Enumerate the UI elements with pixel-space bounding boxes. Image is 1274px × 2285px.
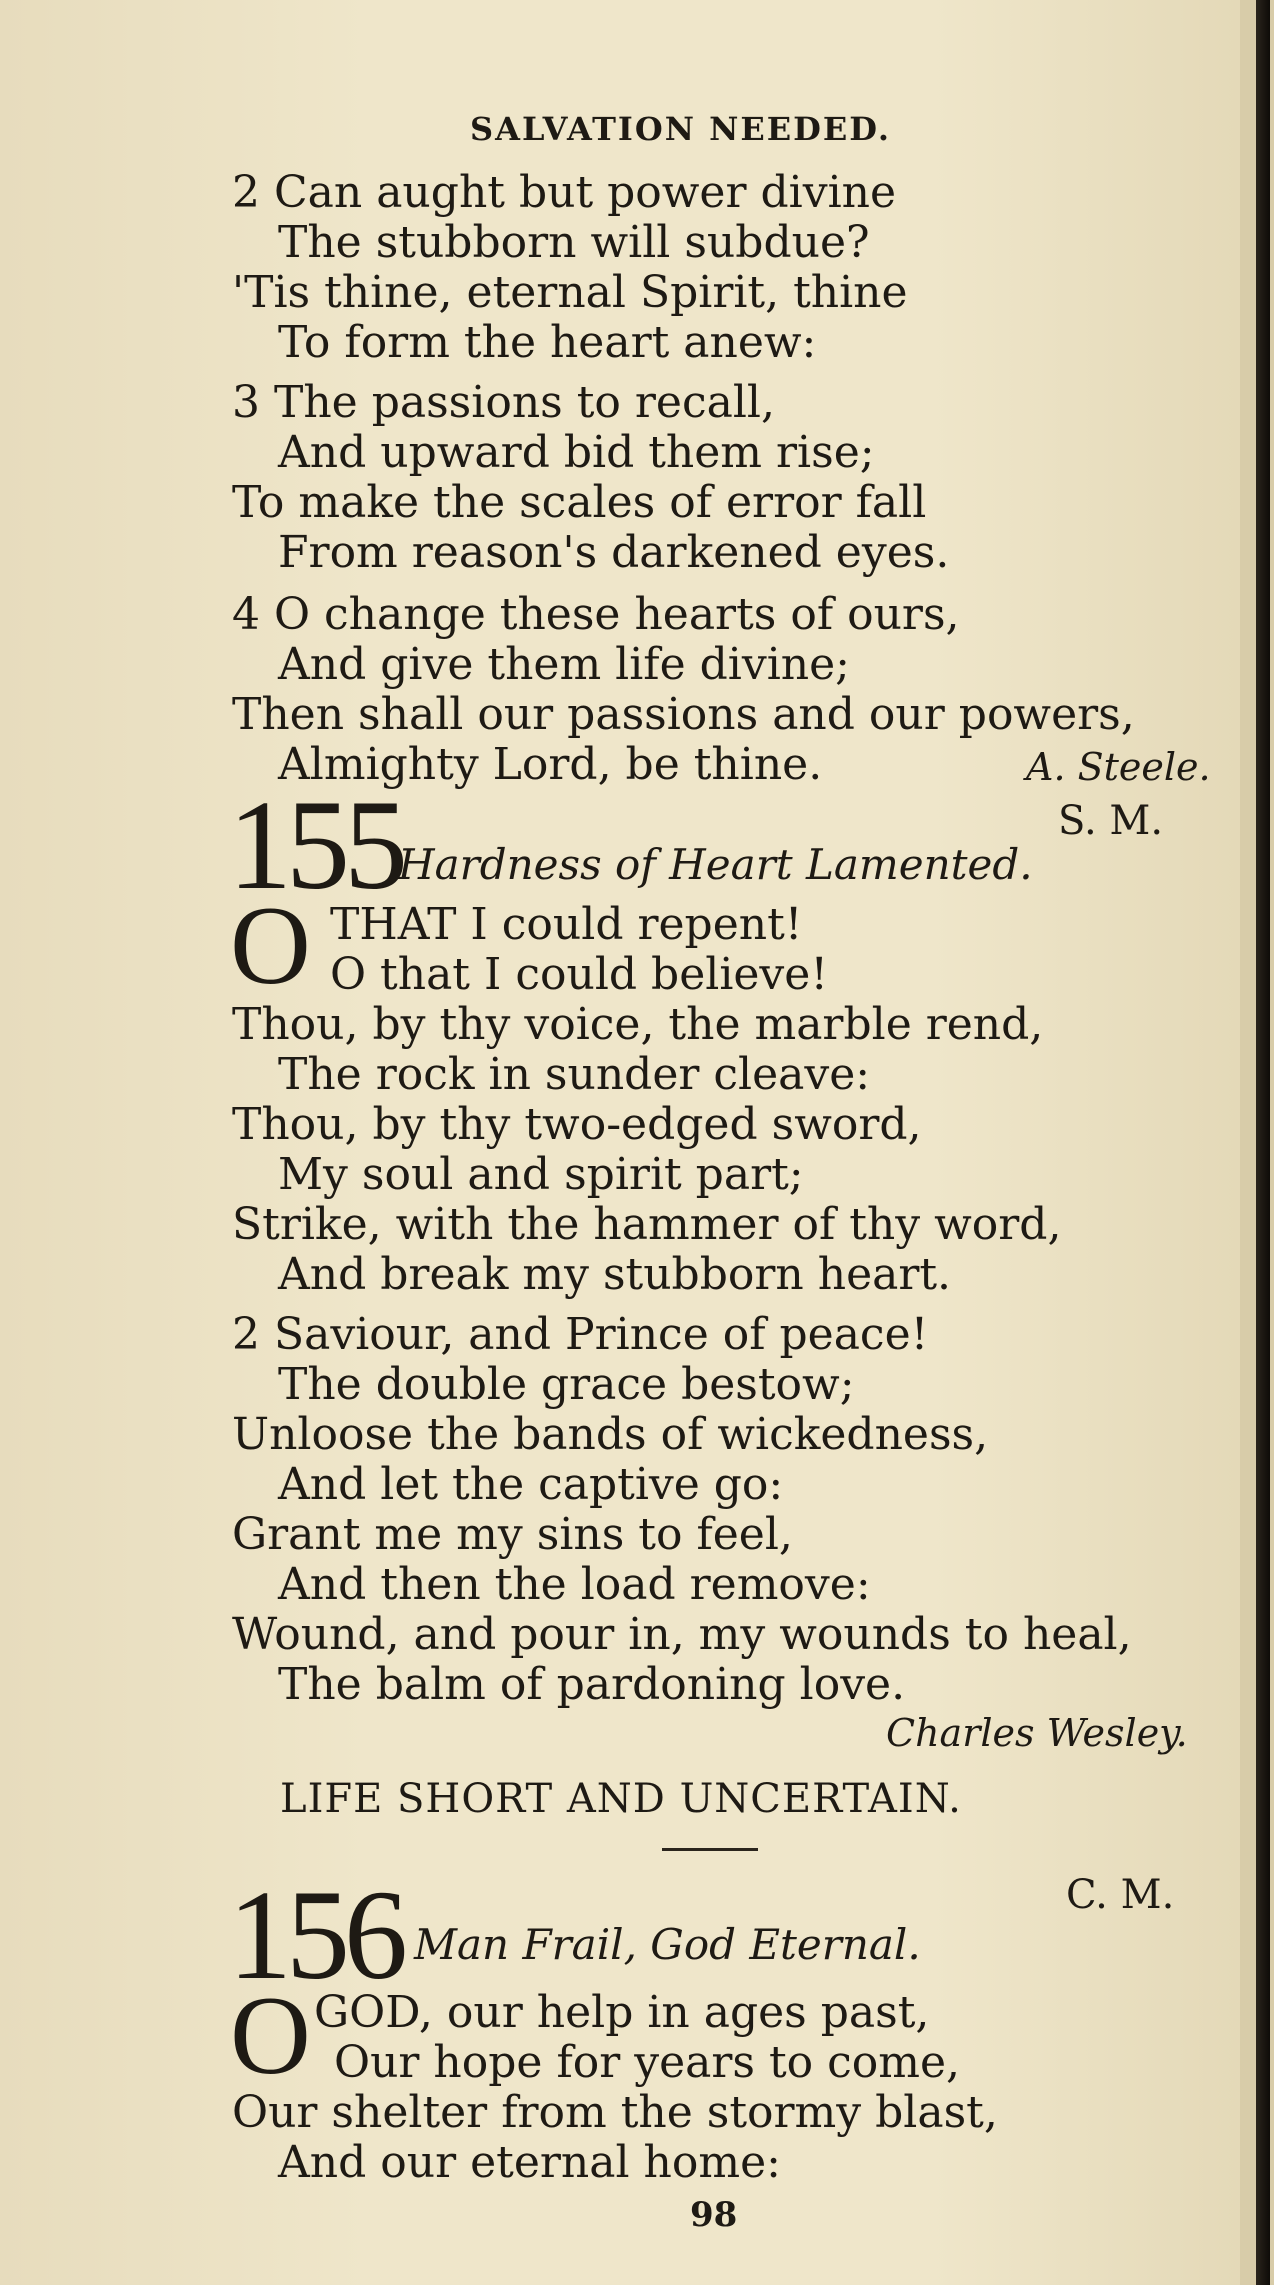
verse-line: Thou, by thy two-edged sword, — [232, 1099, 922, 1150]
verse-line: To make the scales of error fall — [232, 477, 927, 528]
verse-line: Thou, by thy voice, the marble rend, — [232, 999, 1044, 1050]
verse-line: O that I could believe! — [330, 949, 829, 1000]
verse-line: And our eternal home: — [278, 2137, 781, 2188]
verse-line: The rock in sunder cleave: — [278, 1049, 871, 1100]
section-rule — [662, 1848, 758, 1851]
verse-line: Grant me my sins to feel, — [232, 1509, 793, 1560]
verse-line: Our shelter from the stormy blast, — [232, 2087, 998, 2138]
verse-line: And upward bid them rise; — [278, 427, 875, 478]
verse-line: From reason's darkened eyes. — [278, 527, 950, 578]
verse-line: To form the heart anew: — [278, 317, 817, 368]
verse-line: The stubborn will subdue? — [278, 217, 870, 268]
verse-line: GOD, our help in ages past, — [314, 1987, 930, 2038]
hymn-number: 156 — [228, 1864, 402, 2006]
hymn-author: A. Steele. — [1026, 745, 1211, 789]
verse-line: Unloose the bands of wickedness, — [232, 1409, 989, 1460]
verse-line: And give them life divine; — [278, 639, 850, 690]
page-number: 98 — [690, 2195, 738, 2235]
hymn-meter: C. M. — [1066, 1872, 1175, 1918]
verse-line: THAT I could repent! — [330, 899, 803, 950]
verse-line: And then the load remove: — [278, 1559, 871, 1610]
verse-line: Strike, with the hammer of thy word, — [232, 1199, 1062, 1250]
verse-line: And let the captive go: — [278, 1459, 784, 1510]
verse-line: Then shall our passions and our powers, — [232, 689, 1135, 740]
verse-line: Our hope for years to come, — [334, 2037, 961, 2088]
verse-line: 'Tis thine, eternal Spirit, thine — [232, 267, 908, 318]
verse-line: And break my stubborn heart. — [278, 1249, 952, 1300]
hymn-title: Man Frail, God Eternal. — [414, 1920, 921, 1969]
verse-line: 2 Saviour, and Prince of peace! — [232, 1309, 929, 1360]
verse-line: Almighty Lord, be thine. — [278, 739, 823, 790]
hymn-number: 155 — [228, 774, 402, 916]
page-edge-shadow — [1240, 0, 1274, 2285]
verse-line: Wound, and pour in, my wounds to heal, — [232, 1609, 1132, 1660]
verse-line: The balm of pardoning love. — [278, 1659, 906, 1710]
section-title: LIFE SHORT AND UNCERTAIN. — [280, 1776, 962, 1822]
hymn-title: Hardness of Heart Lamented. — [398, 840, 1033, 889]
verse-line: 2 Can aught but power divine — [232, 167, 897, 218]
verse-line: 4 O change these hearts of ours, — [232, 589, 960, 640]
drop-cap: O — [230, 884, 311, 1008]
verse-line: My soul and spirit part; — [278, 1149, 804, 1200]
verse-line: 3 The passions to recall, — [232, 377, 775, 428]
verse-line: The double grace bestow; — [278, 1359, 855, 1410]
hymn-meter: S. M. — [1058, 798, 1164, 844]
running-header: SALVATION NEEDED. — [470, 110, 892, 148]
hymn-author: Charles Wesley. — [886, 1711, 1188, 1755]
drop-cap: O — [230, 1974, 311, 2098]
